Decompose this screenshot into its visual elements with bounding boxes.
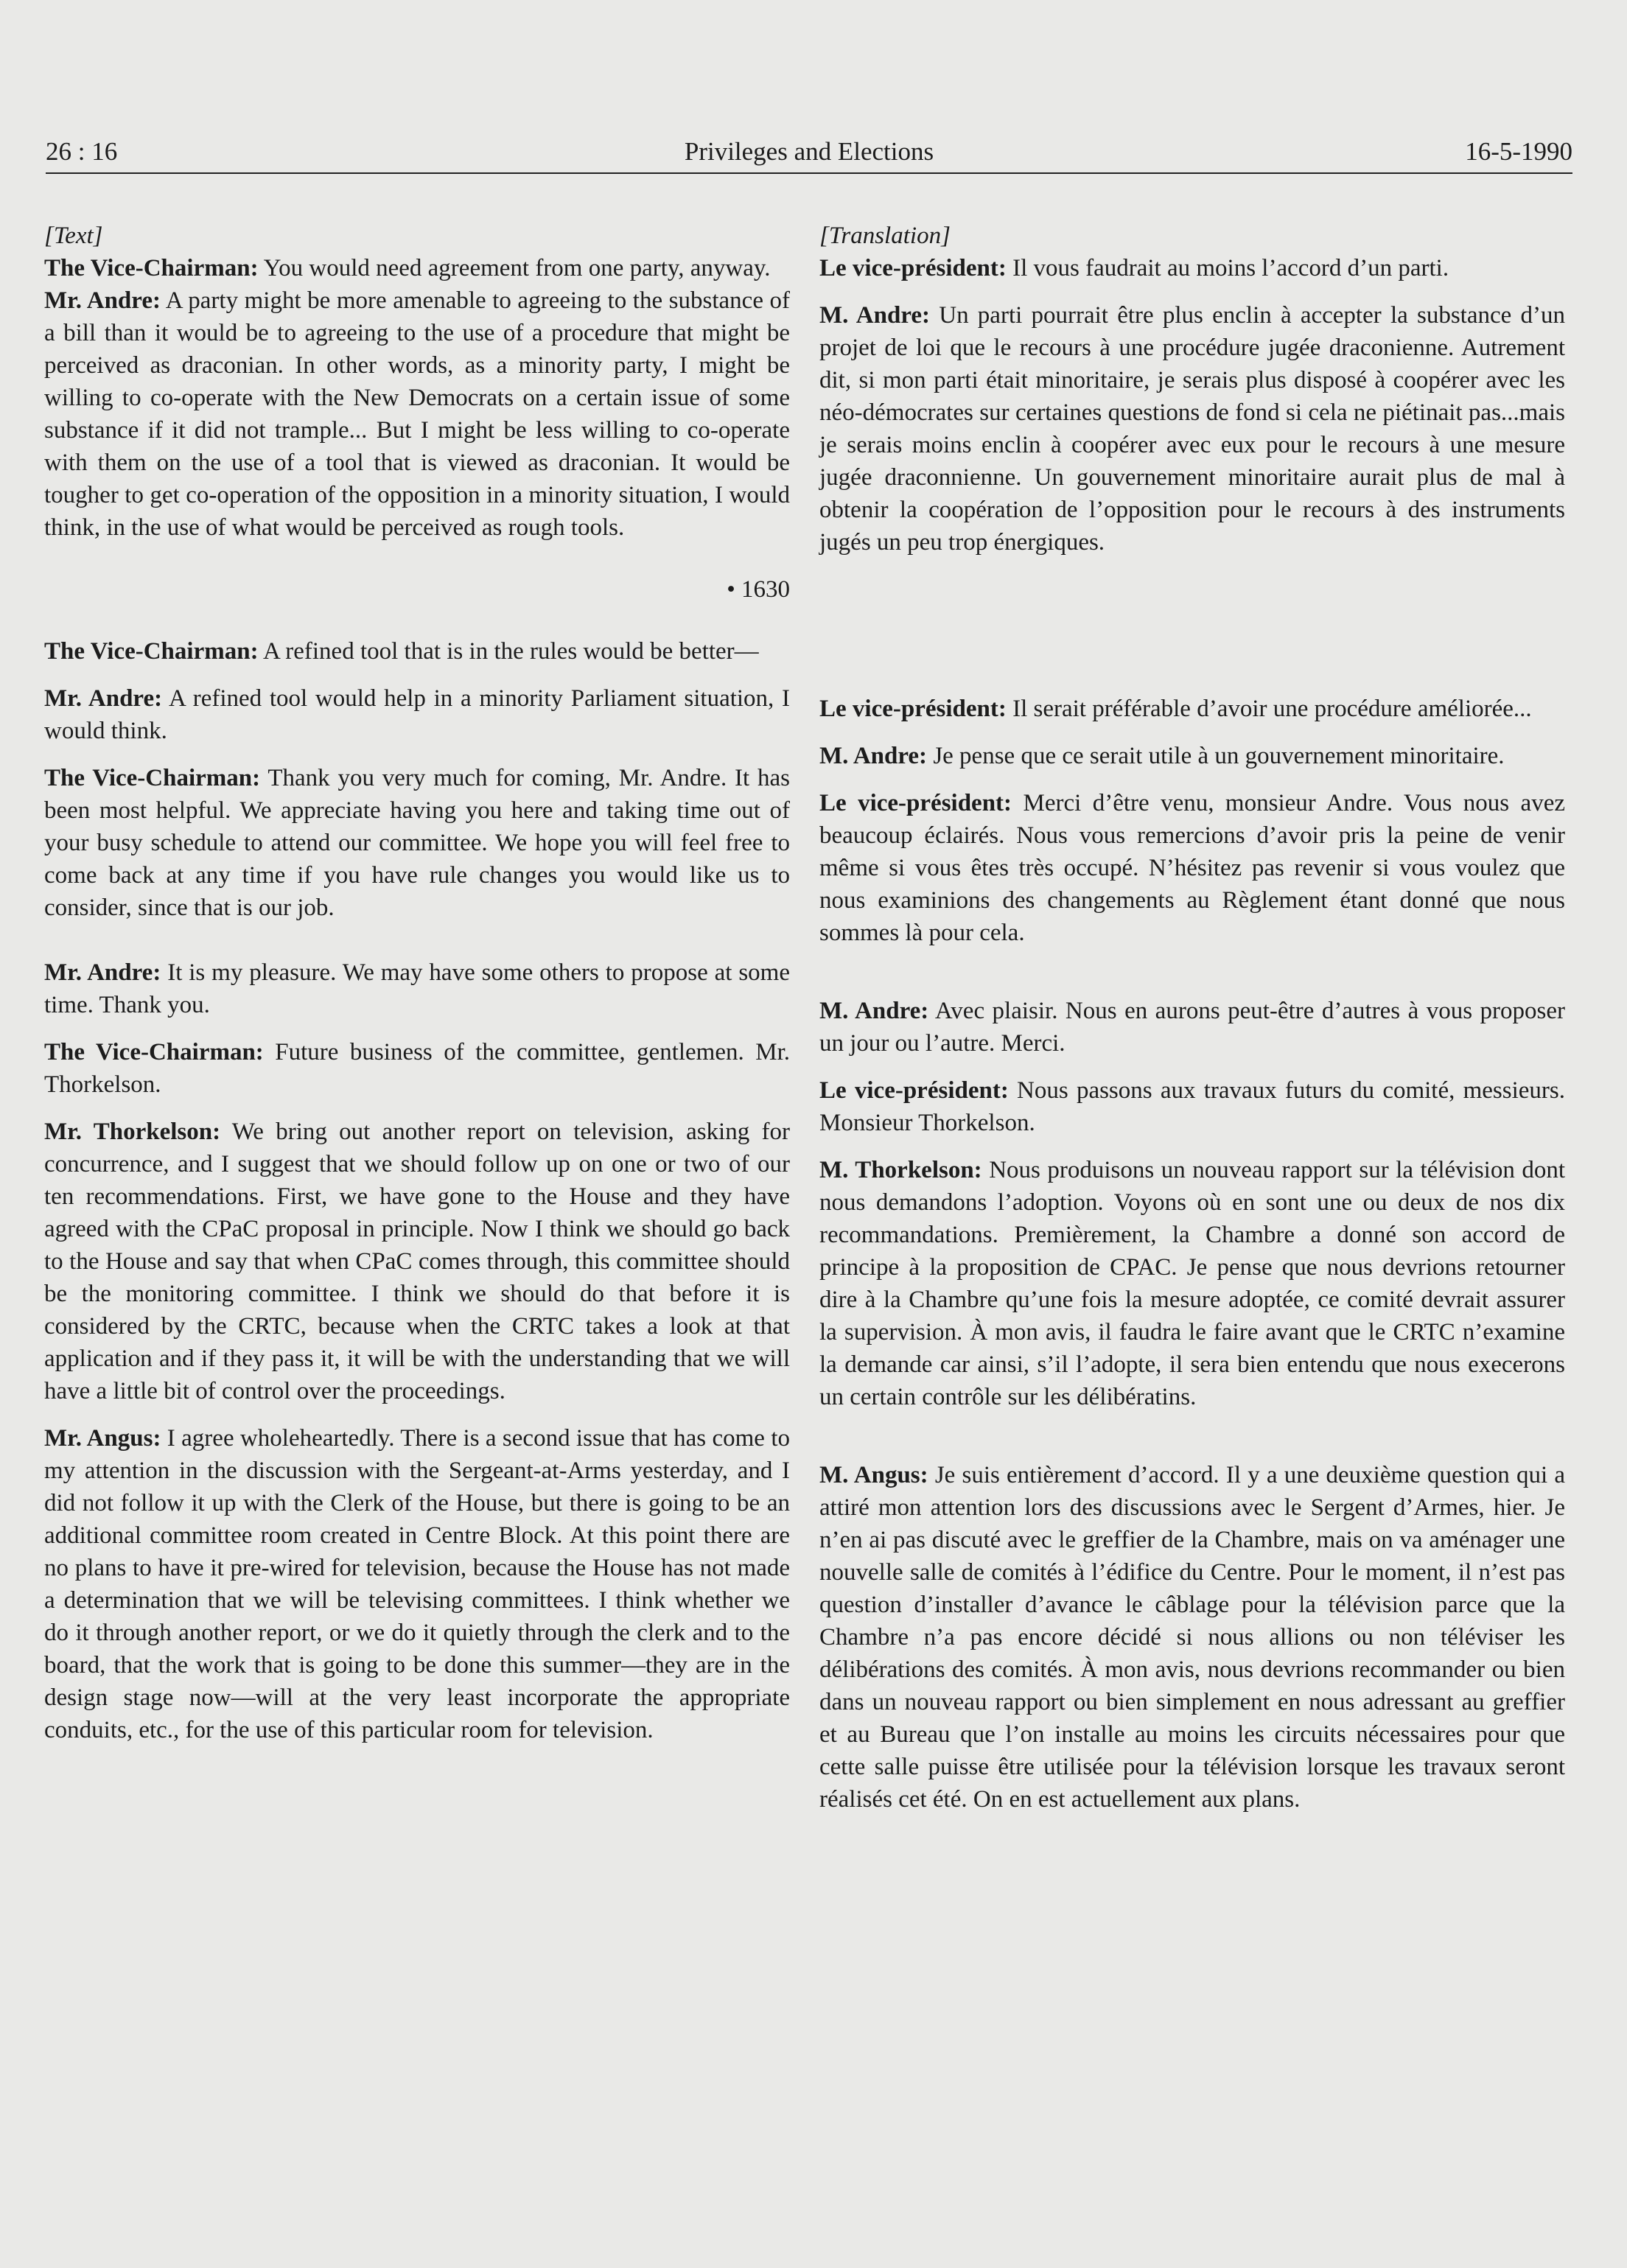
- speaker-name: Le vice-président:: [819, 1077, 1009, 1104]
- speaker-name: M. Andre:: [819, 302, 931, 329]
- paragraph: [819, 740, 1565, 772]
- page-header: [46, 137, 1572, 174]
- paragraph: [44, 682, 790, 747]
- paragraph: [819, 1074, 1565, 1139]
- paragraph: [819, 995, 1565, 1060]
- speech-text: I agree wholeheartedly. There is a second issue that has come to my attention in the discussion with the Sergeant-at-Arms yesterday, and I did not follow it up with the Clerk of the House, but there is going to be an additional committee room created in Centre Block. At this point there are no plans to have it pre-wired for television, because the House has not made a determination that we will be televising committees. I think whether we do it through another report, or we do it quietly through the clerk and to the board, that the work that is going to be done this summer—they are in the design stage now—will at the very least incorporate the appropriate conduits, etc., for the use of this particular room for television.: [44, 1425, 790, 1743]
- speaker-name: The Vice-Chairman:: [44, 765, 261, 791]
- paragraph: [44, 635, 790, 668]
- paragraph: [44, 1036, 790, 1101]
- paragraph: [819, 252, 1565, 284]
- speech-text: A refined tool that is in the rules would be better—: [258, 638, 759, 665]
- speech-text: You would need agreement from one party, anyway.: [258, 255, 771, 281]
- paragraph: [819, 787, 1565, 949]
- speech-text: Avec plaisir. Nous en aurons peut-être d’autres à vous proposer un jour ou l’autre. Merci.: [819, 998, 1565, 1057]
- speech-text: We bring out another report on television, asking for concurrence, and I suggest that we should follow up on one or two of our ten recommendations. First, we have gone to the House and they have agreed with the CPaC proposal in principle. Now I think we should go back to the House and say that when CPaC comes through, this committee should be the monitoring committee. I think we should do that before it is considered by the CRTC, because when the CRTC takes a look at that application and if they pass it, it will be with the understanding that we will have a little bit of control over the proceedings.: [44, 1119, 790, 1404]
- speaker-name: Le vice-président:: [819, 696, 1007, 722]
- speech-text: Il vous faudrait au moins l’accord d’un parti.: [1006, 255, 1449, 281]
- time-marker: • 1630: [727, 576, 790, 603]
- lang-label-translation: [Translation]: [819, 223, 951, 249]
- lang-label-text: [Text]: [44, 223, 103, 249]
- speech-text: A party might be more amenable to agreeing to the substance of a bill than it would be to agreeing to the use of a procedure that might be perceived as draconian. In other words, as a minority party, I might be willing to co-operate with the New Democrats on a certain issue of some substance if it did not trample... But I might be less willing to co-operate with them on the use of a tool that is viewed as draconian. It would be tougher to get co-operation of the opposition in a minority situation, I would think, in the use of what would be perceived as rough tools.: [44, 287, 791, 541]
- french-column: [819, 220, 1565, 1816]
- sitting-date: 16-5-1990: [1465, 137, 1572, 166]
- speech-text: Nous produisons un nouveau rapport sur la télévision dont nous demandons l’adoption. Voyons où en sont une ou deux de nos dix recommandations. Premièrement, la Chambre a donné son accord de principe à la proposition de CPAC. Je pense que nous devrions retourner dire à la Chambre qu’une fois la mesure adoptée, ce comité devrait assurer la supervision. À mon avis, il faudra le faire avant que le CRTC n’examine la demande car ainsi, s’il l’adopte, il sera bien entendu que nous execerons un certain contrôle sur les délibératins.: [819, 1157, 1566, 1410]
- paragraph: [44, 1116, 790, 1407]
- speech-text: Un parti pourrait être plus enclin à accepter la substance d’un projet de loi que le recours à une procédure jugée draconienne. Autrement dit, si mon parti était minoritaire, je serais plus disposé à coopérer avec les néo-démocrates sur certaines questions de fond si cela ne piétinait pas...mais je serais moins enclin à coopérer avec eux pour le recours à une mesure jugée draconnienne. Un gouvernement minoritaire aurait plus de mal à obtenir la coopération de l’opposition pour le recours à des instruments jugés un peu trop énergiques.: [819, 302, 1565, 556]
- paragraph: [819, 693, 1565, 725]
- speech-text: Future business of the committee, gentlemen. Mr. Thorkelson.: [44, 1039, 790, 1098]
- speech-text: It is my pleasure. We may have some others to propose at some time. Thank you.: [44, 959, 790, 1018]
- english-column: [44, 220, 790, 1746]
- speech-text: A refined tool would help in a minority Parliament situation, I would think.: [44, 685, 790, 744]
- speech-text: Nous passons aux travaux futurs du comité, messieurs. Monsieur Thorkelson.: [819, 1077, 1565, 1136]
- speaker-name: M. Thorkelson:: [819, 1157, 982, 1183]
- paragraph: [819, 1459, 1565, 1816]
- speaker-name: M. Andre:: [819, 743, 928, 769]
- page-number: 26 : 16: [46, 137, 118, 166]
- speaker-name: The Vice-Chairman:: [44, 638, 259, 665]
- paragraph: [44, 956, 790, 1021]
- speech-text: Il serait préférable d’avoir une procédure améliorée...: [1006, 696, 1532, 722]
- speaker-name: Le vice-président:: [819, 790, 1012, 816]
- speaker-name: The Vice-Chairman:: [44, 1039, 264, 1065]
- paragraph: [819, 299, 1565, 559]
- speaker-name: Mr. Andre:: [44, 685, 163, 712]
- speech-text: Je suis entièrement d’accord. Il y a une deuxième question qui a attiré mon attention lors des discussions avec le Sergent d’Armes, hier. Je n’en ai pas discuté avec le greffier de la Chambre, mais on va aménager une nouvelle salle de comités à l’édifice du Centre. Pour le moment, il n’est pas question d’installer d’avance le câblage pour la télévision parce que la Chambre n’a pas encore décidé si nous allions ou non téléviser les délibérations des comités. À mon avis, nous devrions recommander ou bien dans un nouveau rapport ou bien simplement en nous adressant au greffier et au Bureau que l’on installe au moins les circuits nécessaires pour que cette salle puisse être utilisée pour la télévision lorsque les travaux seront réalisés cet été. On en est actuellement aux plans.: [819, 1462, 1565, 1813]
- running-title: Privileges and Elections: [684, 137, 934, 166]
- speaker-name: M. Andre:: [819, 998, 929, 1024]
- paragraph: [44, 1422, 790, 1746]
- speaker-name: M. Angus:: [819, 1462, 928, 1488]
- speaker-name: The Vice-Chairman:: [44, 255, 259, 281]
- speaker-name: Mr. Andre:: [44, 287, 161, 314]
- speaker-name: Mr. Andre:: [44, 959, 161, 986]
- speaker-name: Mr. Thorkelson:: [44, 1119, 221, 1145]
- paragraph: [819, 1154, 1565, 1413]
- speech-text: Je pense que ce serait utile à un gouvernement minoritaire.: [927, 743, 1505, 769]
- speech-text: Merci d’être venu, monsieur Andre. Vous nous avez beaucoup éclairés. Nous vous remercions d’avoir pris la peine de venir même si vous êtes très occupé. N’hésitez pas revenir si vous voulez que nous examinions des changements au Règlement étant donné que nous sommes là pour cela.: [819, 790, 1565, 946]
- paragraph: [44, 762, 790, 924]
- speaker-name: Mr. Angus:: [44, 1425, 161, 1452]
- speaker-name: Le vice-président:: [819, 255, 1007, 281]
- paragraph: [44, 252, 790, 284]
- speech-text: Thank you very much for coming, Mr. Andre. It has been most helpful. We appreciate having you here and taking time out of your busy schedule to attend our committee. We hope you will feel free to come back at any time if you have rule changes you would like us to consider, since that is our job.: [44, 765, 790, 921]
- paragraph: [44, 284, 790, 544]
